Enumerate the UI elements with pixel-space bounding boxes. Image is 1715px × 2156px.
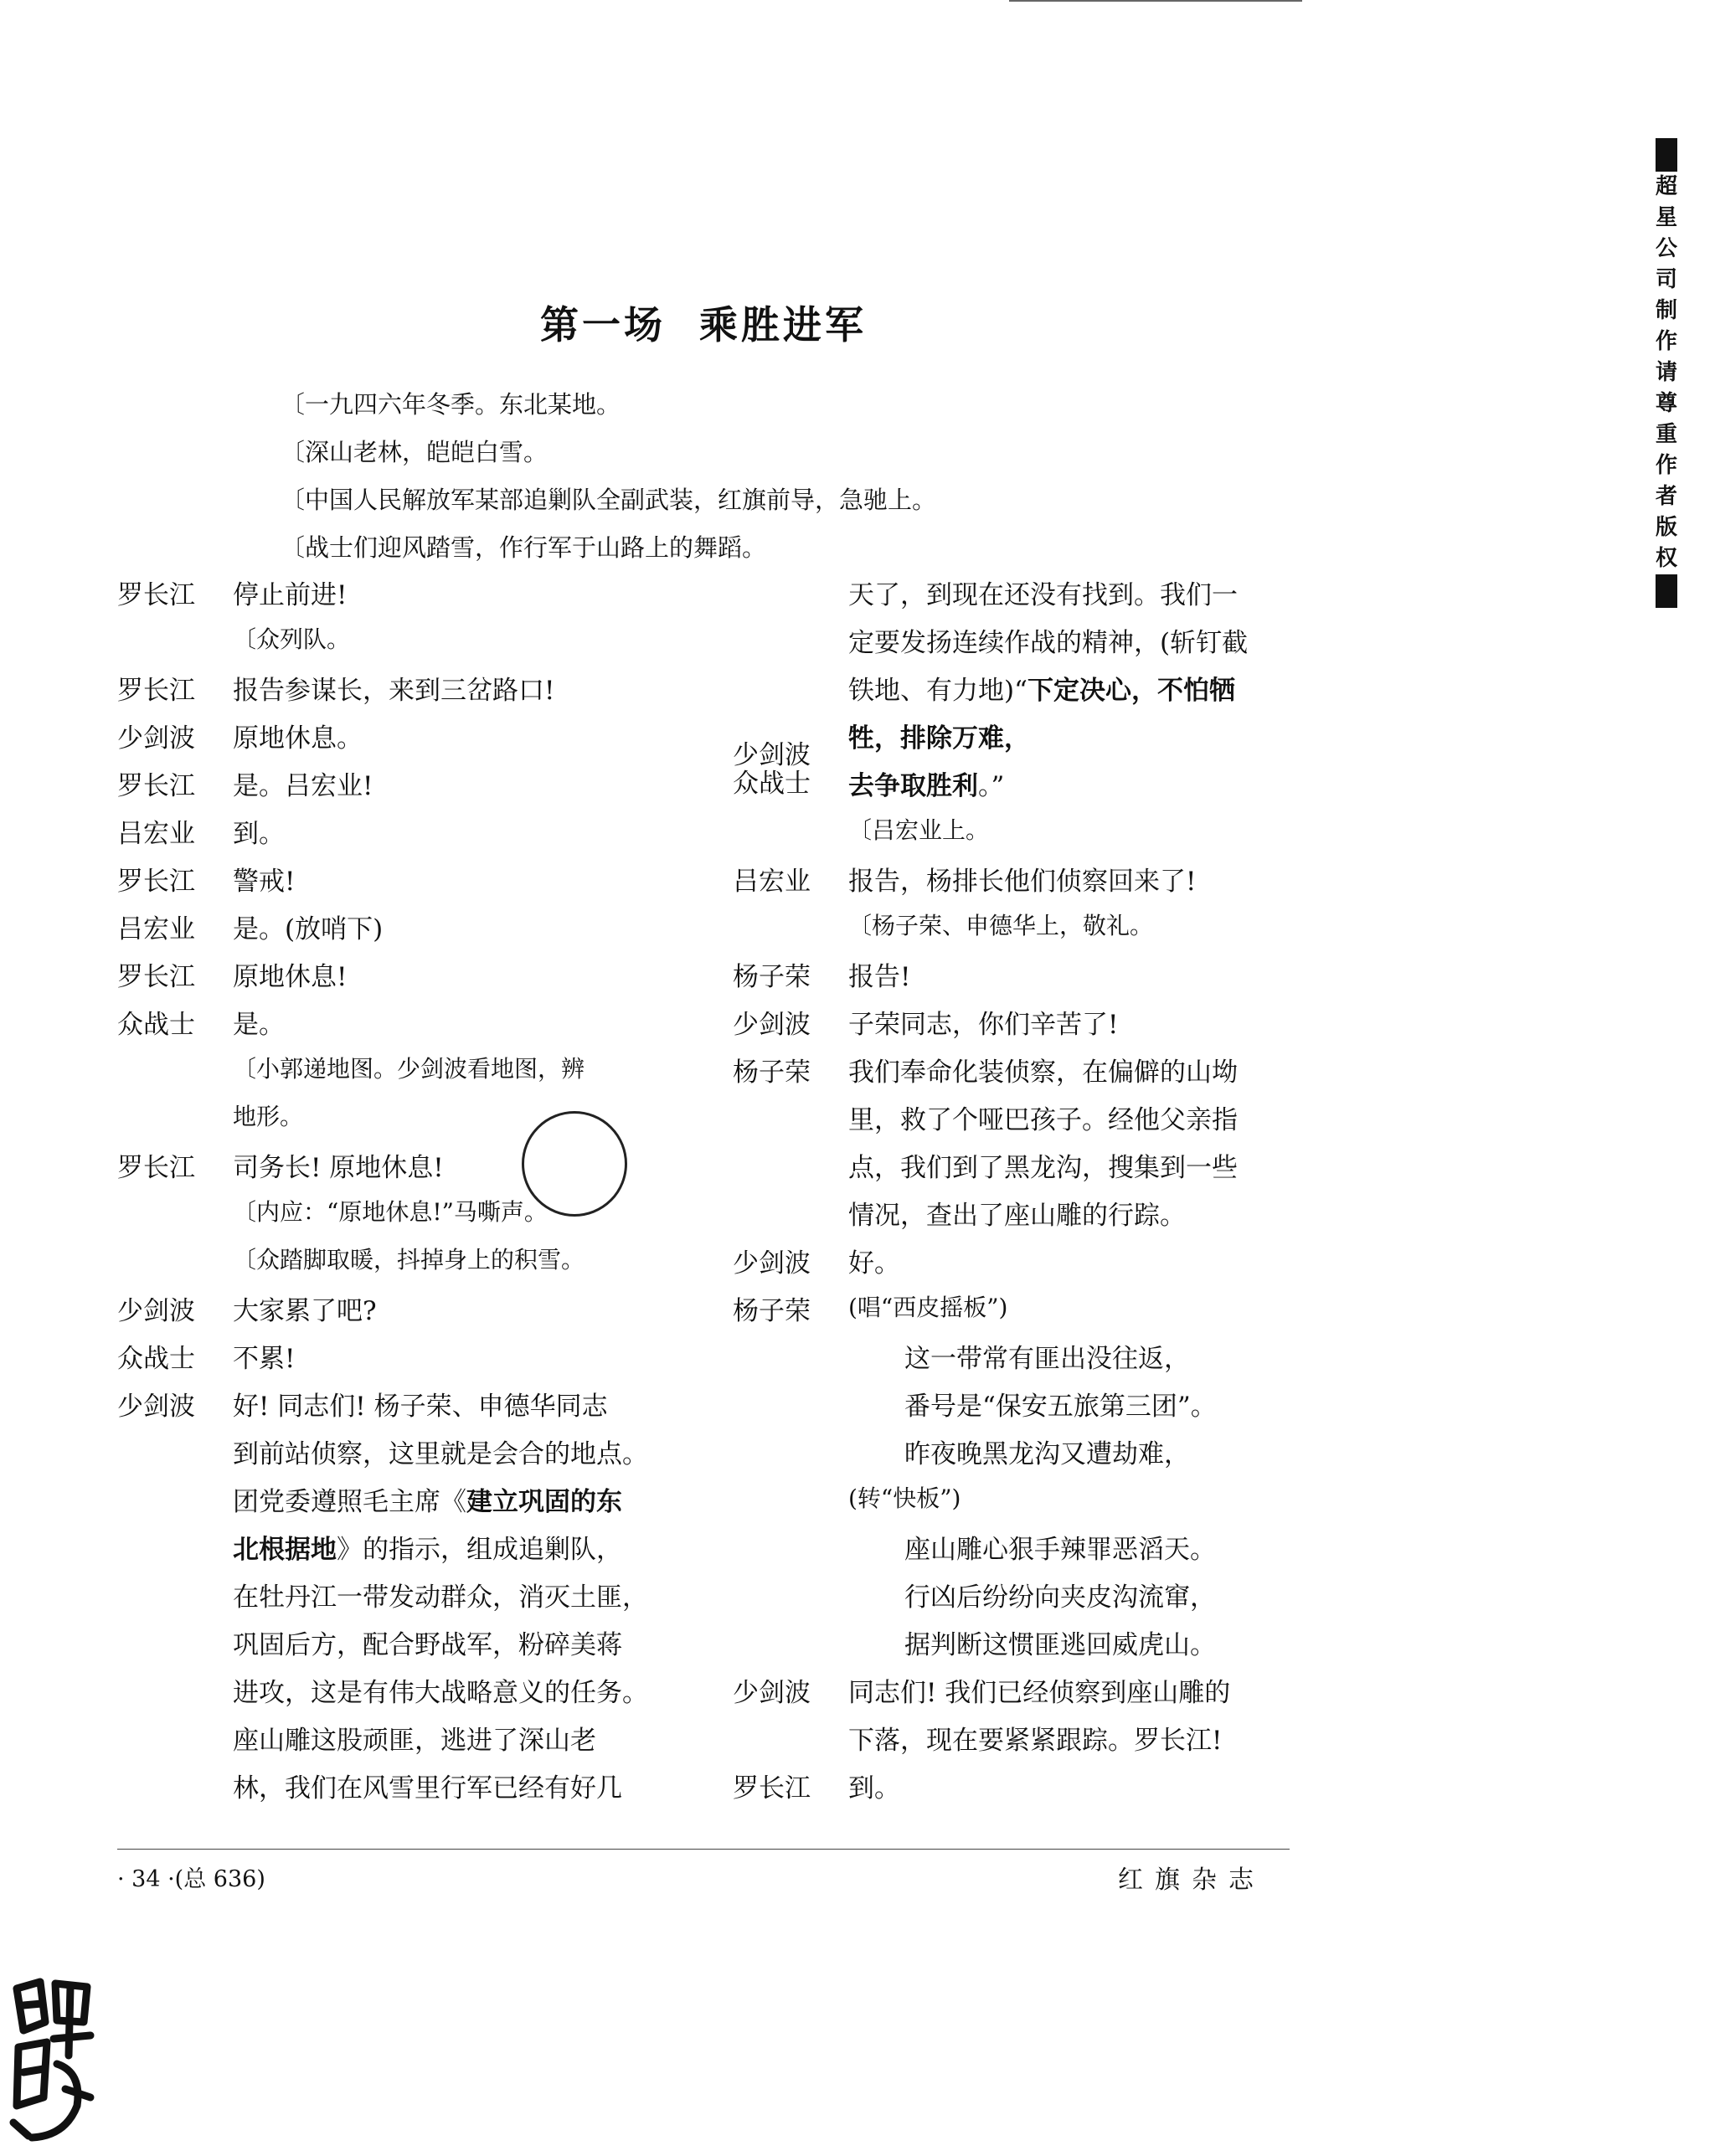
stage-direction: [848, 908, 1153, 941]
speaker-name: [117, 669, 233, 707]
speaker-name: [733, 1051, 848, 1088]
speaker-name: [117, 955, 233, 993]
dialogue-text: [233, 1289, 377, 1327]
dialogue-text: [233, 1528, 622, 1566]
line-text: 同志们! 我们已经侦察到座山雕的: [848, 1678, 1231, 1708]
speaker-name-part: 吕宏业: [733, 867, 811, 897]
speaker-name-part: 罗长江: [117, 676, 195, 706]
speaker-name-part: 罗长江: [117, 1153, 195, 1183]
line-text: 〔杨子荣、申德华上，敬礼。: [848, 912, 1154, 939]
line-text: 不累!: [233, 1344, 296, 1374]
dialogue-text: [848, 1051, 1238, 1088]
speaker-name-part: 吕宏业: [117, 819, 195, 849]
line-text: 警戒!: [233, 867, 296, 897]
dialogue-text: [848, 860, 1196, 898]
line-text: 原地休息。: [233, 723, 363, 754]
stage-direction: [848, 1480, 961, 1514]
watermark-sidebar: [1654, 138, 1701, 608]
line-text: 下落，现在要紧紧跟踪。罗长江!: [848, 1726, 1223, 1756]
speaker-name: [117, 1337, 233, 1375]
speaker-name-part: 众战士: [733, 769, 811, 799]
line-text: 点，我们到了黑龙沟，搜集到一些: [848, 1153, 1238, 1183]
stage-direction: [848, 812, 989, 846]
line-text: 报告，杨排长他们侦察回来了!: [848, 867, 1197, 897]
emphasized-quote: 北根据地: [233, 1535, 337, 1565]
scan-circle-mark: [522, 1111, 627, 1217]
page-title: [0, 295, 1407, 350]
speaker-name: [117, 764, 233, 802]
speaker-name-part: 少剑波: [117, 723, 195, 754]
line-text: 昨夜晚黑龙沟又遭劫难，: [904, 1439, 1190, 1469]
speaker-name: [733, 741, 848, 798]
dialogue-text: [233, 717, 363, 754]
line-text: 原地休息!: [233, 962, 348, 992]
dialogue-text: [848, 955, 910, 993]
speaker-name: [733, 1289, 848, 1327]
dialogue-text: [904, 1385, 1217, 1423]
speaker-name: [733, 955, 848, 993]
line-text: 〔众踏脚取暖，抖掉身上的积雪。: [233, 1246, 585, 1274]
emphasized-quote: 去争取胜利: [848, 771, 978, 801]
dialogue-text: [233, 1576, 648, 1613]
stage-direction: [233, 1242, 585, 1275]
dialogue-text: [848, 1719, 1222, 1757]
sidebar-bar-bottom: [1656, 574, 1677, 608]
journal-name: 红旗杂志: [1118, 1865, 1265, 1895]
speaker-name-part: 罗长江: [733, 1773, 811, 1804]
sidebar-text: 超星公司制作请尊重作者版权: [1655, 174, 1677, 571]
speaker-name: [117, 1146, 233, 1184]
line-text: 是。(放哨下): [233, 914, 384, 944]
line-text: 天了，到现在还没有找到。我们一: [848, 580, 1238, 610]
line-text-after: 。”: [978, 771, 1005, 801]
dialogue-text: [233, 764, 373, 802]
speaker-name: [733, 1242, 848, 1279]
dialogue-text: [233, 860, 295, 898]
dialogue-text: [233, 1767, 622, 1804]
top-edge-line: [1009, 0, 1302, 2]
speaker-name: [117, 1289, 233, 1327]
dialogue-text: [904, 1528, 1216, 1566]
line-text-after: 》的指示，组成追剿队，: [337, 1535, 622, 1565]
title-scene: 第一场: [539, 302, 666, 347]
speaker-name-part: 罗长江: [117, 771, 195, 801]
dialogue-text: [233, 1337, 295, 1375]
dialogue-text: [233, 1719, 596, 1757]
line-text: 里，救了个哑巴孩子。经他父亲指: [848, 1105, 1238, 1135]
line-text: (转“快板”): [848, 1485, 961, 1512]
speaker-name-part: 少剑波: [733, 1248, 811, 1279]
dialogue-text: [848, 1003, 1118, 1041]
line-text: 报告!: [848, 962, 911, 992]
line-text: 巩固后方，配合野战军，粉碎美蒋: [233, 1630, 622, 1660]
dialogue-text: [233, 574, 347, 611]
line-text: 好! 同志们! 杨子荣、申德华同志: [233, 1392, 608, 1422]
line-text: 行凶后纷纷向夹皮沟流窜，: [904, 1582, 1216, 1613]
dialogue-text: [233, 955, 347, 993]
line-text: 到前站侦察，这里就是会合的地点。: [233, 1439, 648, 1469]
seal-stamp-icon: [7, 1972, 99, 2148]
stage-direction: 〔一九四六年冬季。东北某地。: [281, 390, 621, 419]
line-text: 到。: [233, 819, 285, 849]
page-number: · 34 ·(总 636): [117, 1866, 265, 1892]
speaker-name-part: 杨子荣: [733, 962, 811, 992]
dialogue-text: [848, 1146, 1238, 1184]
dialogue-text: [233, 669, 554, 707]
speaker-name: [117, 1003, 233, 1041]
emphasized-quote: 建立巩固的东: [466, 1487, 622, 1517]
dialogue-text: [233, 812, 285, 850]
speaker-name-part: 众战士: [117, 1344, 195, 1374]
speaker-name: [733, 1003, 848, 1041]
line-text: 情况，查出了座山雕的行踪。: [848, 1201, 1186, 1231]
line-text: 是。吕宏业!: [233, 771, 373, 801]
dialogue-text: [233, 1146, 444, 1184]
dialogue-text: [848, 717, 1030, 754]
title-name: 乘胜进军: [699, 302, 867, 347]
stage-direction: [233, 1051, 585, 1084]
dialogue-text: [904, 1337, 1190, 1375]
stage-direction: 〔战士们迎风踏雪，作行军于山路上的舞蹈。: [281, 533, 767, 562]
line-text: 座山雕这股顽匪，逃进了深山老: [233, 1726, 596, 1756]
line-text: 报告参谋长，来到三岔路口!: [233, 676, 555, 706]
line-text: 进攻，这是有伟大战略意义的任务。: [233, 1678, 648, 1708]
stage-direction: 〔中国人民解放军某部追剿队全副武装，红旗前导，急驰上。: [281, 486, 937, 514]
dialogue-text: [904, 1576, 1216, 1613]
dialogue-text: [233, 1433, 648, 1470]
dialogue-text: [904, 1433, 1190, 1470]
line-text: 大家累了吧?: [233, 1296, 377, 1326]
dialogue-text: [848, 574, 1238, 611]
emphasized-quote: 下定决心，不怕牺: [1027, 676, 1235, 706]
line-text: 〔内应：“原地休息!”马嘶声。: [233, 1198, 548, 1226]
speaker-name-part: 众战士: [117, 1010, 195, 1040]
line-text: 番号是“保安五旅第三团”。: [904, 1392, 1217, 1422]
stage-direction: [233, 621, 350, 655]
speaker-name-part: 少剑波: [733, 1678, 811, 1708]
stage-direction: [233, 1099, 303, 1132]
speaker-name-part: 少剑波: [733, 740, 811, 770]
speaker-name: [117, 908, 233, 945]
dialogue-text: [233, 908, 383, 945]
emphasized-quote: 牲，排除万难，: [848, 723, 1030, 754]
speaker-name-part: 罗长江: [117, 962, 195, 992]
dialogue-text: [233, 1480, 622, 1518]
stage-direction: 〔深山老林，皑皑白雪。: [281, 438, 548, 466]
speaker-name: [117, 574, 233, 611]
speaker-name-part: 少剑波: [117, 1392, 195, 1422]
dialogue-text: [848, 1099, 1238, 1136]
dialogue-text: [233, 1385, 608, 1423]
line-text: 停止前进!: [233, 580, 348, 610]
dialogue-text: [848, 764, 1004, 802]
speaker-name-part: 杨子荣: [733, 1057, 811, 1088]
speaker-name: [117, 860, 233, 898]
speaker-name-part: 少剑波: [117, 1296, 195, 1326]
dialogue-text: [904, 1623, 1216, 1661]
line-text: 是。: [233, 1010, 285, 1040]
speaker-name-part: 少剑波: [733, 1010, 811, 1040]
dialogue-text: [848, 1767, 900, 1804]
line-text: 团党委遵照毛主席《: [233, 1487, 466, 1517]
speaker-name: [117, 812, 233, 850]
dialogue-text: [848, 1194, 1186, 1232]
line-text: (唱“西皮摇板”): [848, 1294, 1008, 1321]
line-text: 地形。: [233, 1103, 304, 1130]
line-text: 林，我们在风雪里行军已经有好几: [233, 1773, 622, 1804]
sidebar-bar-top: [1656, 138, 1677, 172]
dialogue-text: [233, 1623, 622, 1661]
line-text: 定要发扬连续作战的精神，(斩钉截: [848, 628, 1249, 658]
dialogue-text: [848, 669, 1235, 707]
line-text: 这一带常有匪出没往返，: [904, 1344, 1190, 1374]
dialogue-text: [848, 621, 1248, 659]
line-text: 〔吕宏业上。: [848, 816, 990, 844]
line-text: 铁地、有力地)“: [848, 676, 1027, 706]
speaker-name-part: 罗长江: [117, 580, 195, 610]
footer-rule: [117, 1849, 1290, 1850]
dialogue-text: [848, 1671, 1230, 1709]
dialogue-text: [233, 1671, 648, 1709]
line-text: 好。: [848, 1248, 900, 1279]
line-text: 我们奉命化装侦察，在偏僻的山坳: [848, 1057, 1238, 1088]
speaker-name: [117, 717, 233, 754]
line-text: 〔小郭递地图。少剑波看地图，辨: [233, 1055, 585, 1083]
dialogue-text: [848, 1242, 900, 1279]
line-text: 座山雕心狠手辣罪恶滔天。: [904, 1535, 1216, 1565]
stage-direction: [848, 1289, 1007, 1323]
speaker-name: [117, 1385, 233, 1423]
line-text: 子荣同志，你们辛苦了!: [848, 1010, 1119, 1040]
dialogue-text: [233, 1003, 285, 1041]
line-text: 司务长! 原地休息!: [233, 1153, 444, 1183]
speaker-name-part: 杨子荣: [733, 1296, 811, 1326]
line-text: 〔众列队。: [233, 625, 351, 653]
stage-direction: [233, 1194, 548, 1227]
speaker-name: [733, 1767, 848, 1804]
line-text: 到。: [848, 1773, 900, 1804]
speaker-name: [733, 860, 848, 898]
speaker-name-part: 罗长江: [117, 867, 195, 897]
speaker-name: [733, 1671, 848, 1709]
speaker-name-part: 吕宏业: [117, 914, 195, 944]
line-text: 在牡丹江一带发动群众，消灭土匪，: [233, 1582, 648, 1613]
line-text: 据判断这惯匪逃回威虎山。: [904, 1630, 1216, 1660]
